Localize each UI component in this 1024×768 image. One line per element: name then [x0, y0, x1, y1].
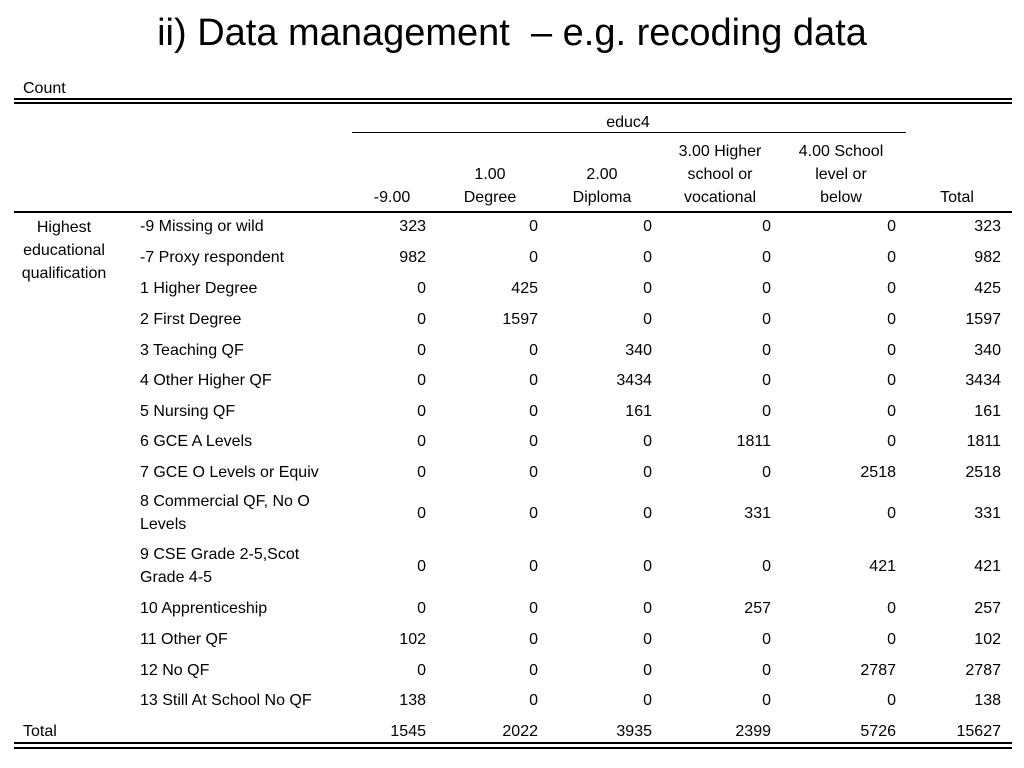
cell-row-1-col-3: 0 [643, 218, 652, 235]
total-col-6: 15627 [956, 723, 1001, 740]
row-variable-label-line-1: Highest [36, 219, 92, 236]
row-label-11-line-2: Grade 4-5 [140, 569, 213, 586]
cell-row-7-col-3: 161 [625, 403, 652, 420]
cell-row-7-col-4: 0 [762, 403, 771, 420]
cell-row-12-col-6: 257 [974, 600, 1001, 617]
column-header-1-line-1: -9.00 [373, 189, 411, 206]
row-variable-label-line-3: qualification [21, 265, 107, 282]
row-label-11-line-1: 9 CSE Grade 2-5,Scot [140, 546, 300, 563]
cell-row-10-col-3: 0 [643, 504, 652, 522]
cell-row-3-col-1: 0 [417, 280, 426, 297]
total-col-1: 1545 [390, 723, 426, 740]
cell-row-11-col-3: 0 [643, 557, 652, 575]
cell-row-2-col-5: 0 [887, 249, 896, 266]
cell-row-11-col-1: 0 [417, 557, 426, 575]
cell-row-6-col-5: 0 [887, 372, 896, 389]
cell-row-1-col-4: 0 [762, 218, 771, 235]
cell-row-4-col-6: 1597 [965, 311, 1001, 328]
cell-row-1-col-5: 0 [887, 218, 896, 235]
cell-row-12-col-5: 0 [887, 600, 896, 617]
column-header-2-line-1: 1.00 [474, 166, 506, 183]
column-header-5-line-3: below [820, 189, 862, 206]
cell-row-9-col-1: 0 [417, 464, 426, 481]
cell-row-8-col-6: 1811 [966, 433, 1001, 450]
column-header-5-line-2: level or [815, 166, 867, 183]
cell-row-7-col-1: 0 [417, 403, 426, 420]
row-label-8: 6 GCE A Levels [140, 433, 253, 450]
column-header-5-line-1: 4.00 School [798, 143, 884, 160]
cell-row-12-col-3: 0 [643, 600, 652, 617]
column-header-6-line-1: Total [940, 189, 974, 206]
column-variable-rule [352, 132, 906, 133]
cell-row-4-col-2: 1597 [502, 311, 538, 328]
cell-row-14-col-2: 0 [529, 662, 538, 679]
cell-row-5-col-3: 340 [625, 342, 652, 359]
cell-row-6-col-2: 0 [529, 372, 538, 389]
row-label-2: -7 Proxy respondent [140, 249, 285, 266]
cell-row-13-col-5: 0 [887, 631, 896, 648]
table-top-rule [14, 98, 1012, 100]
cell-row-13-col-2: 0 [529, 631, 538, 648]
cell-row-2-col-2: 0 [529, 249, 538, 266]
cell-row-10-col-4: 331 [744, 504, 771, 522]
cell-row-10-col-5: 0 [887, 504, 896, 522]
cell-row-1-col-6: 323 [974, 218, 1001, 235]
table-bottom-rule-inner [14, 747, 1012, 749]
cell-row-14-col-6: 2787 [965, 662, 1001, 679]
cell-row-7-col-5: 0 [887, 403, 896, 420]
cell-row-2-col-1: 982 [399, 249, 426, 266]
cell-row-5-col-2: 0 [529, 342, 538, 359]
cell-row-14-col-1: 0 [417, 662, 426, 679]
cell-row-9-col-4: 0 [762, 464, 771, 481]
cell-row-14-col-4: 0 [762, 662, 771, 679]
cell-row-2-col-4: 0 [762, 249, 771, 266]
cell-row-13-col-1: 102 [399, 631, 426, 648]
cell-row-14-col-3: 0 [643, 662, 652, 679]
cell-row-10-col-2: 0 [529, 504, 538, 522]
cell-row-6-col-4: 0 [762, 372, 771, 389]
cell-row-13-col-4: 0 [762, 631, 771, 648]
cell-row-2-col-6: 982 [974, 249, 1001, 266]
total-col-3: 3935 [616, 723, 652, 740]
cell-row-13-col-3: 0 [643, 631, 652, 648]
row-label-14: 12 No QF [140, 662, 210, 679]
cell-row-11-col-4: 0 [762, 557, 771, 575]
row-label-10-line-1: 8 Commercial QF, No O [140, 493, 310, 510]
cell-row-4-col-5: 0 [887, 311, 896, 328]
cell-row-9-col-5: 2518 [860, 464, 896, 481]
cell-row-15-col-1: 138 [399, 692, 426, 709]
row-label-3: 1 Higher Degree [140, 280, 258, 297]
cell-row-6-col-1: 0 [417, 372, 426, 389]
cell-row-13-col-6: 102 [974, 631, 1001, 648]
cell-row-6-col-3: 3434 [616, 372, 652, 389]
cell-row-11-col-5: 421 [869, 557, 896, 575]
cell-row-7-col-6: 161 [974, 403, 1001, 420]
cell-row-6-col-6: 3434 [965, 372, 1001, 389]
row-label-9: 7 GCE O Levels or Equiv [140, 464, 319, 481]
column-variable-label: educ4 [606, 114, 650, 131]
cell-row-12-col-4: 257 [744, 600, 771, 617]
cell-row-7-col-2: 0 [529, 403, 538, 420]
cell-row-12-col-1: 0 [417, 600, 426, 617]
cell-row-15-col-2: 0 [529, 692, 538, 709]
cell-row-10-col-6: 331 [974, 504, 1001, 522]
cell-row-4-col-4: 0 [762, 311, 771, 328]
cell-row-9-col-2: 0 [529, 464, 538, 481]
header-rule [14, 211, 1012, 213]
cell-row-1-col-2: 0 [529, 218, 538, 235]
column-header-3-line-1: 2.00 [586, 166, 618, 183]
cell-row-4-col-1: 0 [417, 311, 426, 328]
cell-row-8-col-3: 0 [643, 433, 652, 450]
cell-row-8-col-5: 0 [887, 433, 896, 450]
cell-row-3-col-3: 0 [643, 280, 652, 297]
cell-row-5-col-5: 0 [887, 342, 896, 359]
column-header-2-line-2: Degree [463, 189, 517, 206]
column-header-3-line-2: Diploma [572, 189, 632, 206]
row-label-4: 2 First Degree [140, 311, 242, 328]
cell-row-8-col-2: 0 [529, 433, 538, 450]
cell-row-3-col-6: 425 [974, 280, 1001, 297]
column-header-4-line-1: 3.00 Higher [678, 143, 762, 160]
row-label-7: 5 Nursing QF [140, 403, 236, 420]
cell-row-11-col-2: 0 [529, 557, 538, 575]
total-col-4: 2399 [735, 723, 771, 740]
row-label-10-line-2: Levels [140, 516, 187, 533]
cell-row-8-col-4: 1811 [736, 433, 771, 450]
count-label: Count [23, 80, 66, 97]
cell-row-15-col-3: 0 [643, 692, 652, 709]
cell-row-9-col-6: 2518 [965, 464, 1001, 481]
cell-row-4-col-3: 0 [643, 311, 652, 328]
row-label-12: 10 Apprenticeship [140, 600, 268, 617]
cell-row-2-col-3: 0 [643, 249, 652, 266]
cell-row-3-col-2: 425 [511, 280, 538, 297]
slide-title: ii) Data management – e.g. recoding data [157, 12, 867, 54]
column-header-4-line-3: vocational [683, 189, 757, 206]
cell-row-5-col-4: 0 [762, 342, 771, 359]
cell-row-1-col-1: 323 [399, 218, 426, 235]
cell-row-9-col-3: 0 [643, 464, 652, 481]
row-label-15: 13 Still At School No QF [140, 692, 312, 709]
row-variable-label-line-2: educational [23, 242, 105, 259]
row-variable-label [14, 216, 114, 285]
cell-row-3-col-4: 0 [762, 280, 771, 297]
cell-row-3-col-5: 0 [887, 280, 896, 297]
cell-row-14-col-5: 2787 [860, 662, 896, 679]
cell-row-5-col-6: 340 [974, 342, 1001, 359]
cell-row-5-col-1: 0 [417, 342, 426, 359]
total-col-5: 5726 [860, 723, 896, 740]
row-label-6: 4 Other Higher QF [140, 372, 272, 389]
table-top-rule-inner [14, 102, 1012, 104]
row-label-1: -9 Missing or wild [140, 218, 264, 235]
cell-row-11-col-6: 421 [974, 557, 1001, 575]
row-label-13: 11 Other QF [140, 631, 228, 648]
column-header-4-line-2: school or [687, 166, 753, 183]
cell-row-8-col-1: 0 [417, 433, 426, 450]
cell-row-10-col-1: 0 [417, 504, 426, 522]
cell-row-15-col-5: 0 [887, 692, 896, 709]
cell-row-15-col-4: 0 [762, 692, 771, 709]
total-row-label: Total [23, 723, 57, 740]
row-label-5: 3 Teaching QF [140, 342, 244, 359]
cell-row-15-col-6: 138 [974, 692, 1001, 709]
total-col-2: 2022 [502, 723, 538, 740]
cell-row-12-col-2: 0 [529, 600, 538, 617]
